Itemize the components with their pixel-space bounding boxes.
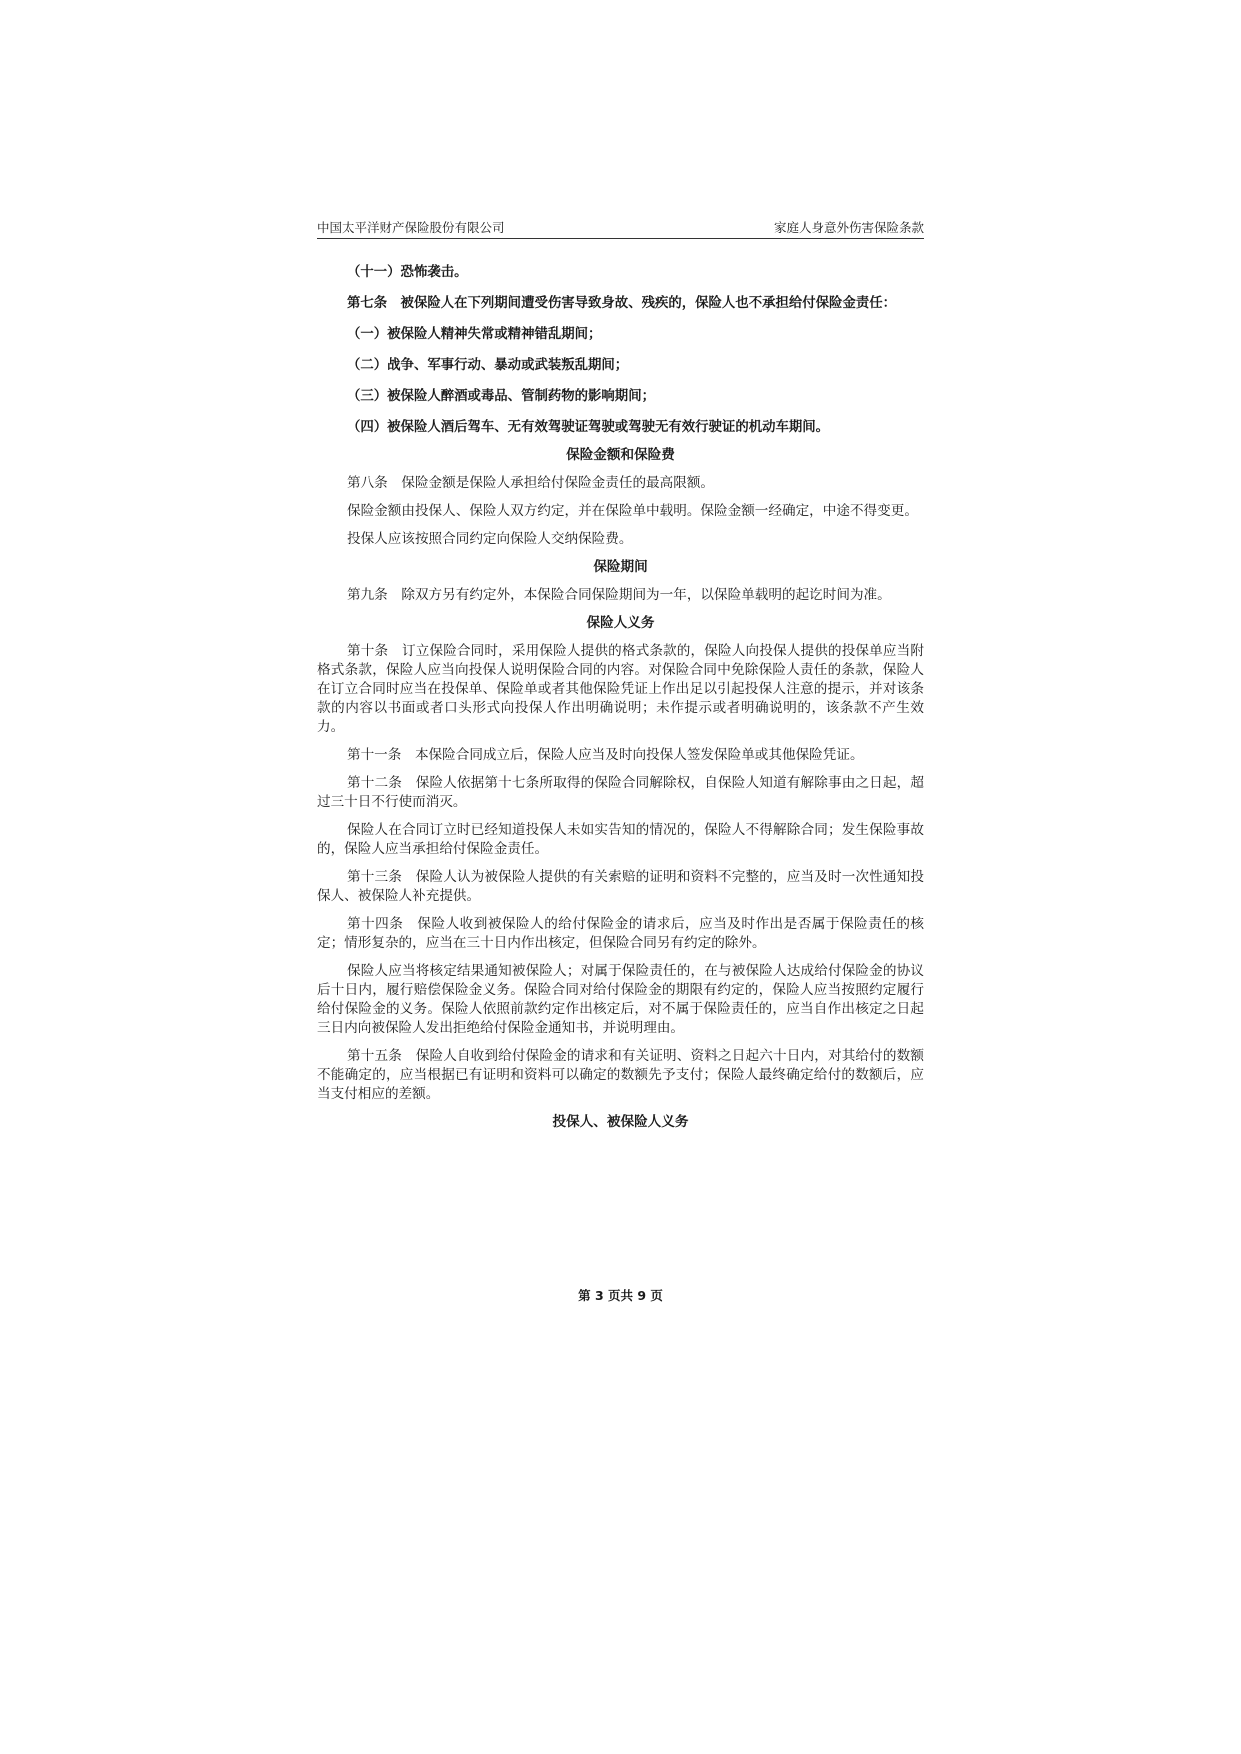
article-8: 第八条 保险金额是保险人承担给付保险金责任的最高限额。 [347,475,715,491]
article-7-item-1: （一）被保险人精神失常或精神错乱期间； [347,327,602,342]
article-7-item-3: （三）被保险人醉酒或毒品、管制药物的影响期间； [347,389,655,404]
clause-item-11: （十一）恐怖袭击。 [347,265,468,280]
article-10: 第十条 订立保险合同时，采用保险人提供的格式条款的，保险人向投保人提供的投保单应当附格式条款，保险人应当向投保人说明保险合同的内容。对保险合同中免除保险人责任的条款，保险人在订立合同时应当在投保单、保险单或者其他保险凭证上作出足以引起投保人注意的提示，并对该条款的内容以书面或者口头形式向投保人作出明确说明；未作提示或者明确说明的，该条款不产生效力。 [317,643,924,735]
article-8-paragraph-2: 保险金额由投保人、保险人双方约定，并在保险单中载明。保险金额一经确定，中途不得变更。 [347,503,918,519]
page-number: 第 3 页共 9 页 [578,1288,663,1303]
page-header [317,216,924,239]
document-body [317,263,924,1132]
section-heading-insurer-duties: 保险人义务 [586,615,655,631]
document-title: 家庭人身意外伤害保险条款 [773,220,924,235]
article-12: 第十二条 保险人依据第十七条所取得的保险合同解除权，自保险人知道有解除事由之日起，超过三十日不行使而消灭。 [317,775,924,810]
company-name: 中国太平洋财产保险股份有限公司 [317,220,505,235]
document-page [317,0,924,1754]
article-7-item-4: （四）被保险人酒后驾车、无有效驾驶证驾驶或驾驶无有效行驶证的机动车期间。 [347,420,830,435]
section-heading-amount: 保险金额和保险费 [566,447,675,463]
section-heading-policyholder-duties: 投保人、被保险人义务 [552,1114,689,1130]
article-11: 第十一条 本保险合同成立后，保险人应当及时向投保人签发保险单或其他保险凭证。 [347,747,864,763]
section-heading-period: 保险期间 [593,559,648,575]
article-14-paragraph-2: 保险人应当将核定结果通知被保险人；对属于保险责任的，在与被保险人达成给付保险金的协议后十日内，履行赔偿保险金义务。保险合同对给付保险金的期限有约定的，保险人应当按照约定履行给付保险金的义务。保险人依照前款约定作出核定后，对不属于保险责任的，应当自作出核定之日起三日内向被保险人发出拒绝给付保险金通知书，并说明理由。 [317,963,924,1036]
article-13: 第十三条 保险人认为被保险人提供的有关索赔的证明和资料不完整的，应当及时一次性通知投保人、被保险人补充提供。 [317,869,924,904]
article-7: 第七条 被保险人在下列期间遭受伤害导致身故、残疾的，保险人也不承担给付保险金责任： [347,296,897,311]
article-8-paragraph-3: 投保人应该按照合同约定向保险人交纳保险费。 [347,531,633,547]
article-12-paragraph-2: 保险人在合同订立时已经知道投保人未如实告知的情况的，保险人不得解除合同；发生保险事故的，保险人应当承担给付保险金责任。 [317,822,924,857]
article-7-item-2: （二）战争、军事行动、暴动或武装叛乱期间； [347,358,629,373]
article-9: 第九条 除双方另有约定外，本保险合同保险期间为一年，以保险单载明的起讫时间为准。 [347,587,891,603]
article-14: 第十四条 保险人收到被保险人的给付保险金的请求后，应当及时作出是否属于保险责任的核定；情形复杂的，应当在三十日内作出核定，但保险合同另有约定的除外。 [317,916,924,951]
article-15: 第十五条 保险人自收到给付保险金的请求和有关证明、资料之日起六十日内，对其给付的数额不能确定的，应当根据已有证明和资料可以确定的数额先予支付；保险人最终确定给付的数额后，应当支付相应的差额。 [317,1048,924,1102]
